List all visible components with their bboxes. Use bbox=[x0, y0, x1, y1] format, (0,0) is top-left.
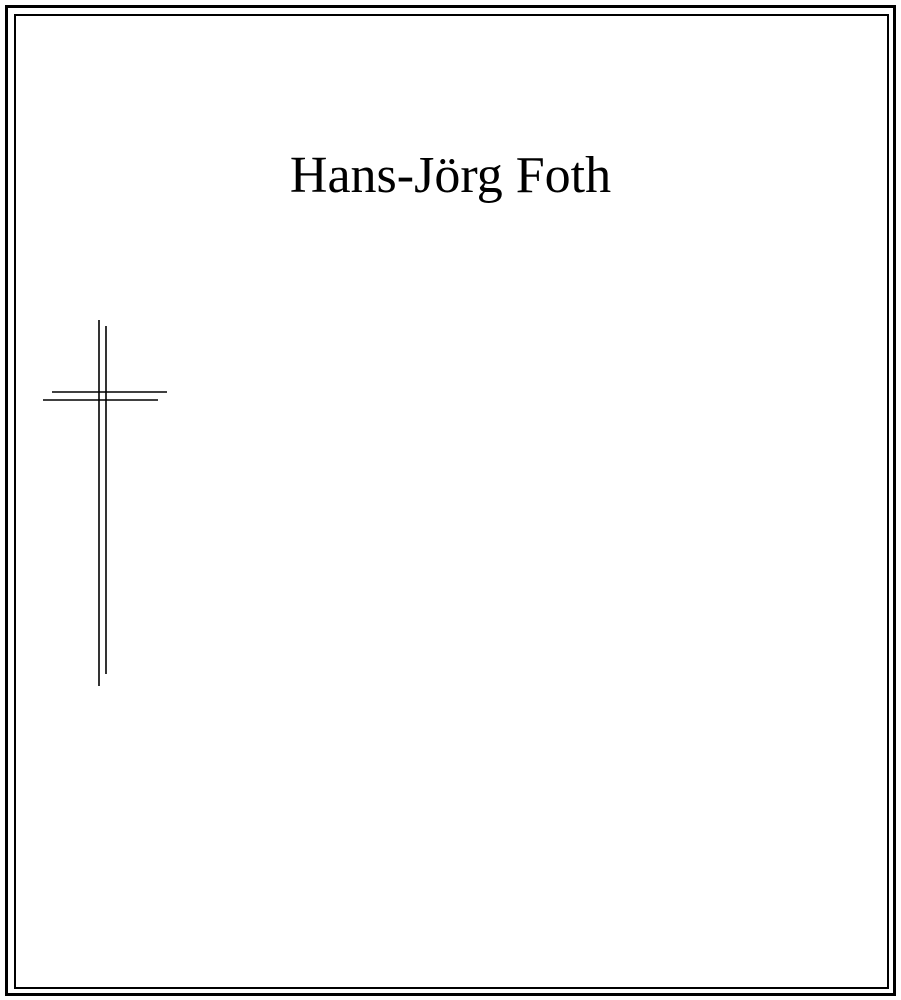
latin-cross-icon bbox=[40, 318, 172, 688]
deceased-name: Hans-Jörg Foth bbox=[289, 147, 612, 204]
